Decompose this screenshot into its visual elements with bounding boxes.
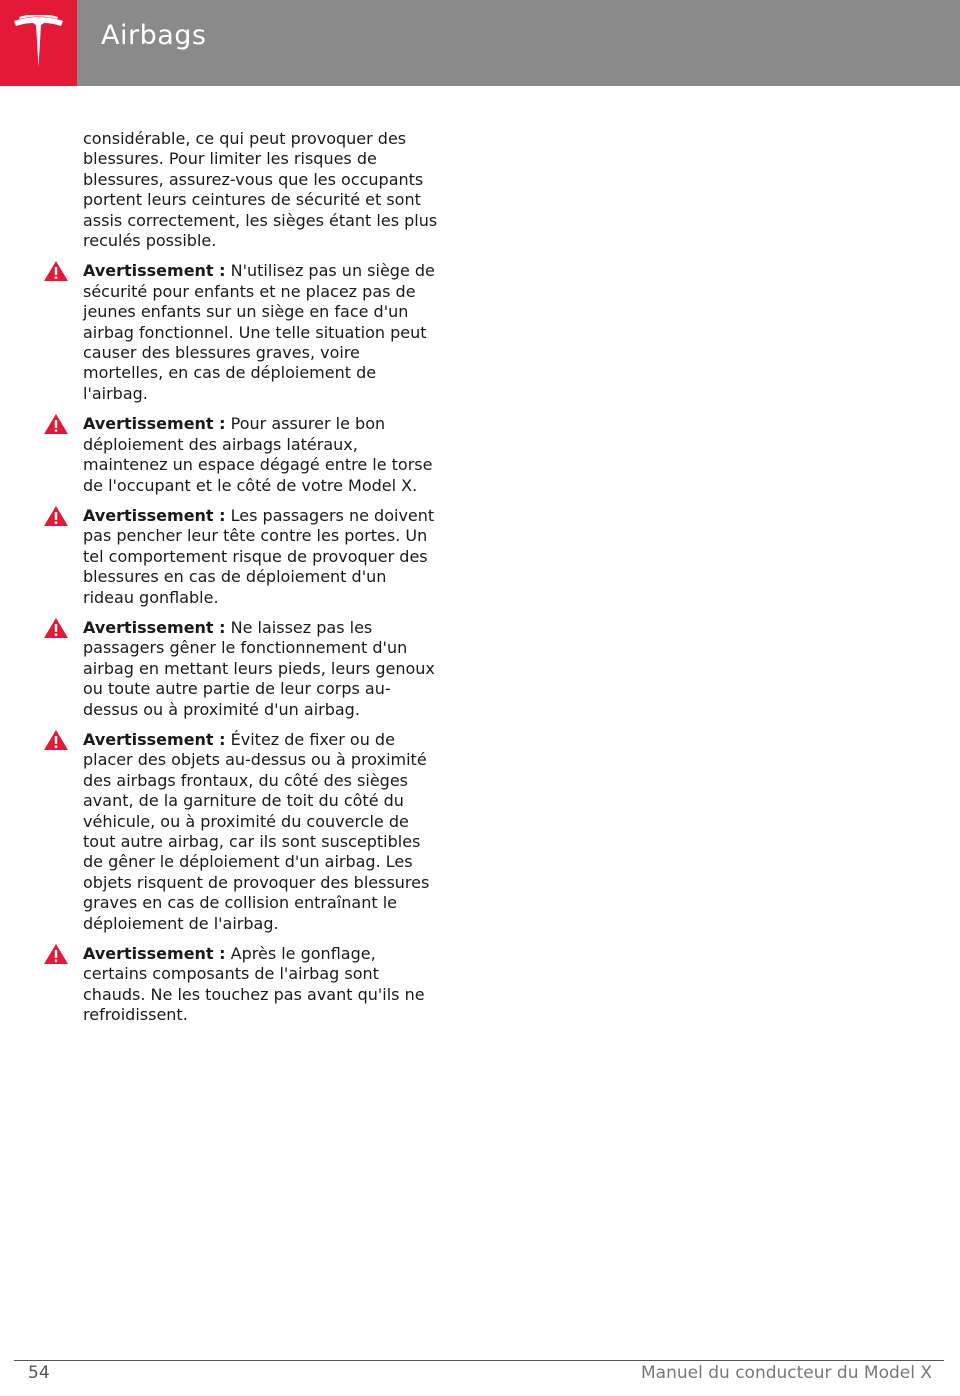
warning-label: Avertissement : [83, 414, 226, 434]
tesla-logo [0, 0, 77, 86]
warning-block [83, 730, 439, 934]
warning-text: N'utilisez pas un siège de sécurité pour enfants et ne placez pas de jeunes enfants sur un siège en face d'un airbag fonctionnel. Une telle situation peut causer des blessures graves, voire mortelles, en cas de déploiement de l'airbag. [83, 261, 435, 403]
warning-block [83, 414, 439, 496]
warning-triangle-icon [43, 729, 69, 751]
section-title: Airbags [101, 20, 207, 51]
page-content [83, 129, 439, 1036]
warning-block [83, 261, 439, 404]
warning-label: Avertissement : [83, 617, 226, 637]
tesla-logo-icon [12, 15, 65, 69]
warning-block [83, 506, 439, 608]
warning-block [83, 618, 439, 720]
warning-triangle-icon [43, 505, 69, 527]
warning-label: Avertissement : [83, 505, 226, 525]
warning-text: Ne laissez pas les passagers gêner le fonctionnement d'un airbag en mettant leurs pieds, leurs genoux ou toute autre partie de leur corps au-dessus ou à proximité d'un airbag. [83, 617, 435, 719]
warning-triangle-icon [43, 260, 69, 282]
warning-text: Pour assurer le bon déploiement des airbags latéraux, maintenez un espace dégagé entre le torse de l'occupant et le côté de votre Model X. [83, 414, 433, 495]
document-title: Manuel du conducteur du Model X [641, 1363, 932, 1383]
warning-block [83, 944, 439, 1026]
warning-triangle-icon [43, 617, 69, 639]
warning-text: Les passagers ne doivent pas pencher leur tête contre les portes. Un tel comportement risque de provoquer des blessures en cas de déploiement d'un rideau gonflable. [83, 505, 435, 607]
page-number: 54 [28, 1363, 50, 1383]
warning-label: Avertissement : [83, 944, 226, 964]
intro-paragraph: considérable, ce qui peut provoquer des blessures. Pour limiter les risques de blessures, assurez-vous que les occupants portent leurs ceintures de sécurité et sont assis correctement, les sièges étant les plus reculés possible. [83, 129, 438, 251]
footer-divider [14, 1360, 944, 1361]
warning-triangle-icon [43, 943, 69, 965]
page-header [0, 0, 960, 86]
warning-label: Avertissement : [83, 261, 226, 281]
warning-triangle-icon [43, 413, 69, 435]
warning-text: Évitez de fixer ou de placer des objets au-dessus ou à proximité des airbags frontaux, du côté des sièges avant, de la garniture de toit du côté du véhicule, ou à proximité du couvercle de tout autre airbag, car ils sont susceptibles de gêner le déploiement d'un airbag. Les objets risquent de provoquer des blessures graves en cas de collision entraînant le déploiement de l'airbag. [83, 729, 430, 933]
warning-text: Après le gonflage, certains composants de l'airbag sont chauds. Ne les touchez pas avant qu'ils ne refroidissent. [83, 944, 425, 1025]
warning-label: Avertissement : [83, 729, 226, 749]
